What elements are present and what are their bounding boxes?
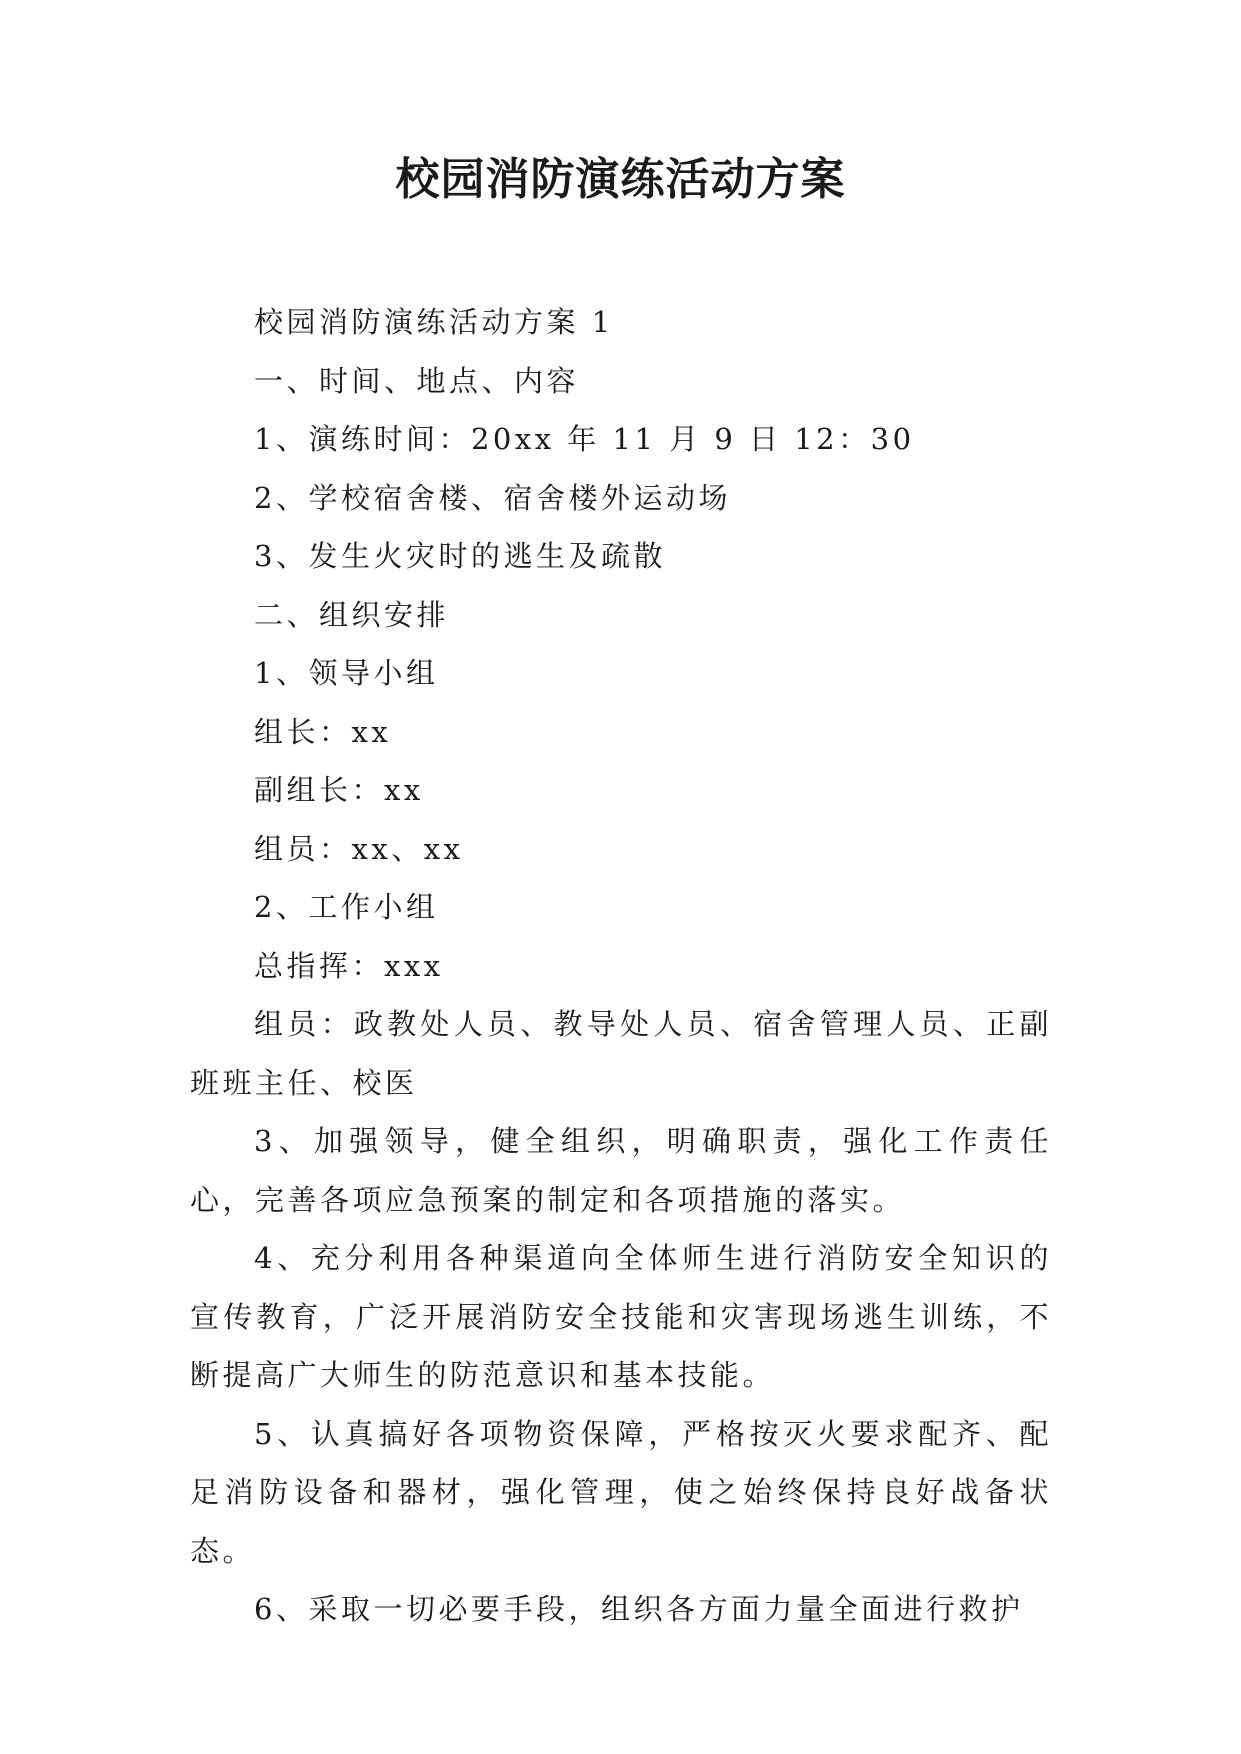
paragraph: 3、加强领导，健全组织，明确职责，强化工作责任心，完善各项应急预案的制定和各项措施的落实。 <box>190 1124 1052 1217</box>
paragraph: 2、工作小组 <box>254 890 439 924</box>
paragraph: 6、采取一切必要手段，组织各方面力量全面进行救护 <box>254 1592 1024 1626</box>
paragraph: 二、组织安排 <box>254 597 450 632</box>
paragraph: 组员：政教处人员、教导处人员、宿舍管理人员、正副班班主任、校医 <box>190 1007 1052 1100</box>
paragraph: 3、发生火灾时的逃生及疏散 <box>254 539 666 573</box>
paragraph: 校园消防演练活动方案 1 <box>254 305 614 339</box>
paragraph: 5、认真搞好各项物资保障，严格按灭火要求配齐、配足消防设备和器材，强化管理，使之始终保持良好战备状态。 <box>190 1416 1052 1568</box>
paragraph: 组员：xx、xx <box>254 831 464 866</box>
paragraph: 1、领导小组 <box>254 656 439 690</box>
paragraph: 2、学校宿舍楼、宿舍楼外运动场 <box>254 480 731 515</box>
paragraph: 副组长：xx <box>254 773 424 807</box>
document-body <box>190 293 1052 1639</box>
paragraph: 组长：xx <box>254 714 392 749</box>
paragraph: 4、充分利用各种渠道向全体师生进行消防安全知识的宣传教育，广泛开展消防安全技能和灾害现场逃生训练，不断提高广大师生的防范意识和基本技能。 <box>190 1241 1052 1392</box>
paragraph: 总指挥：xxx <box>254 948 444 983</box>
paragraph: 一、时间、地点、内容 <box>254 363 580 398</box>
document-title: 校园消防演练活动方案 <box>395 154 846 205</box>
paragraph: 1、演练时间：20xx 年 11 月 9 日 12：30 <box>254 422 915 456</box>
